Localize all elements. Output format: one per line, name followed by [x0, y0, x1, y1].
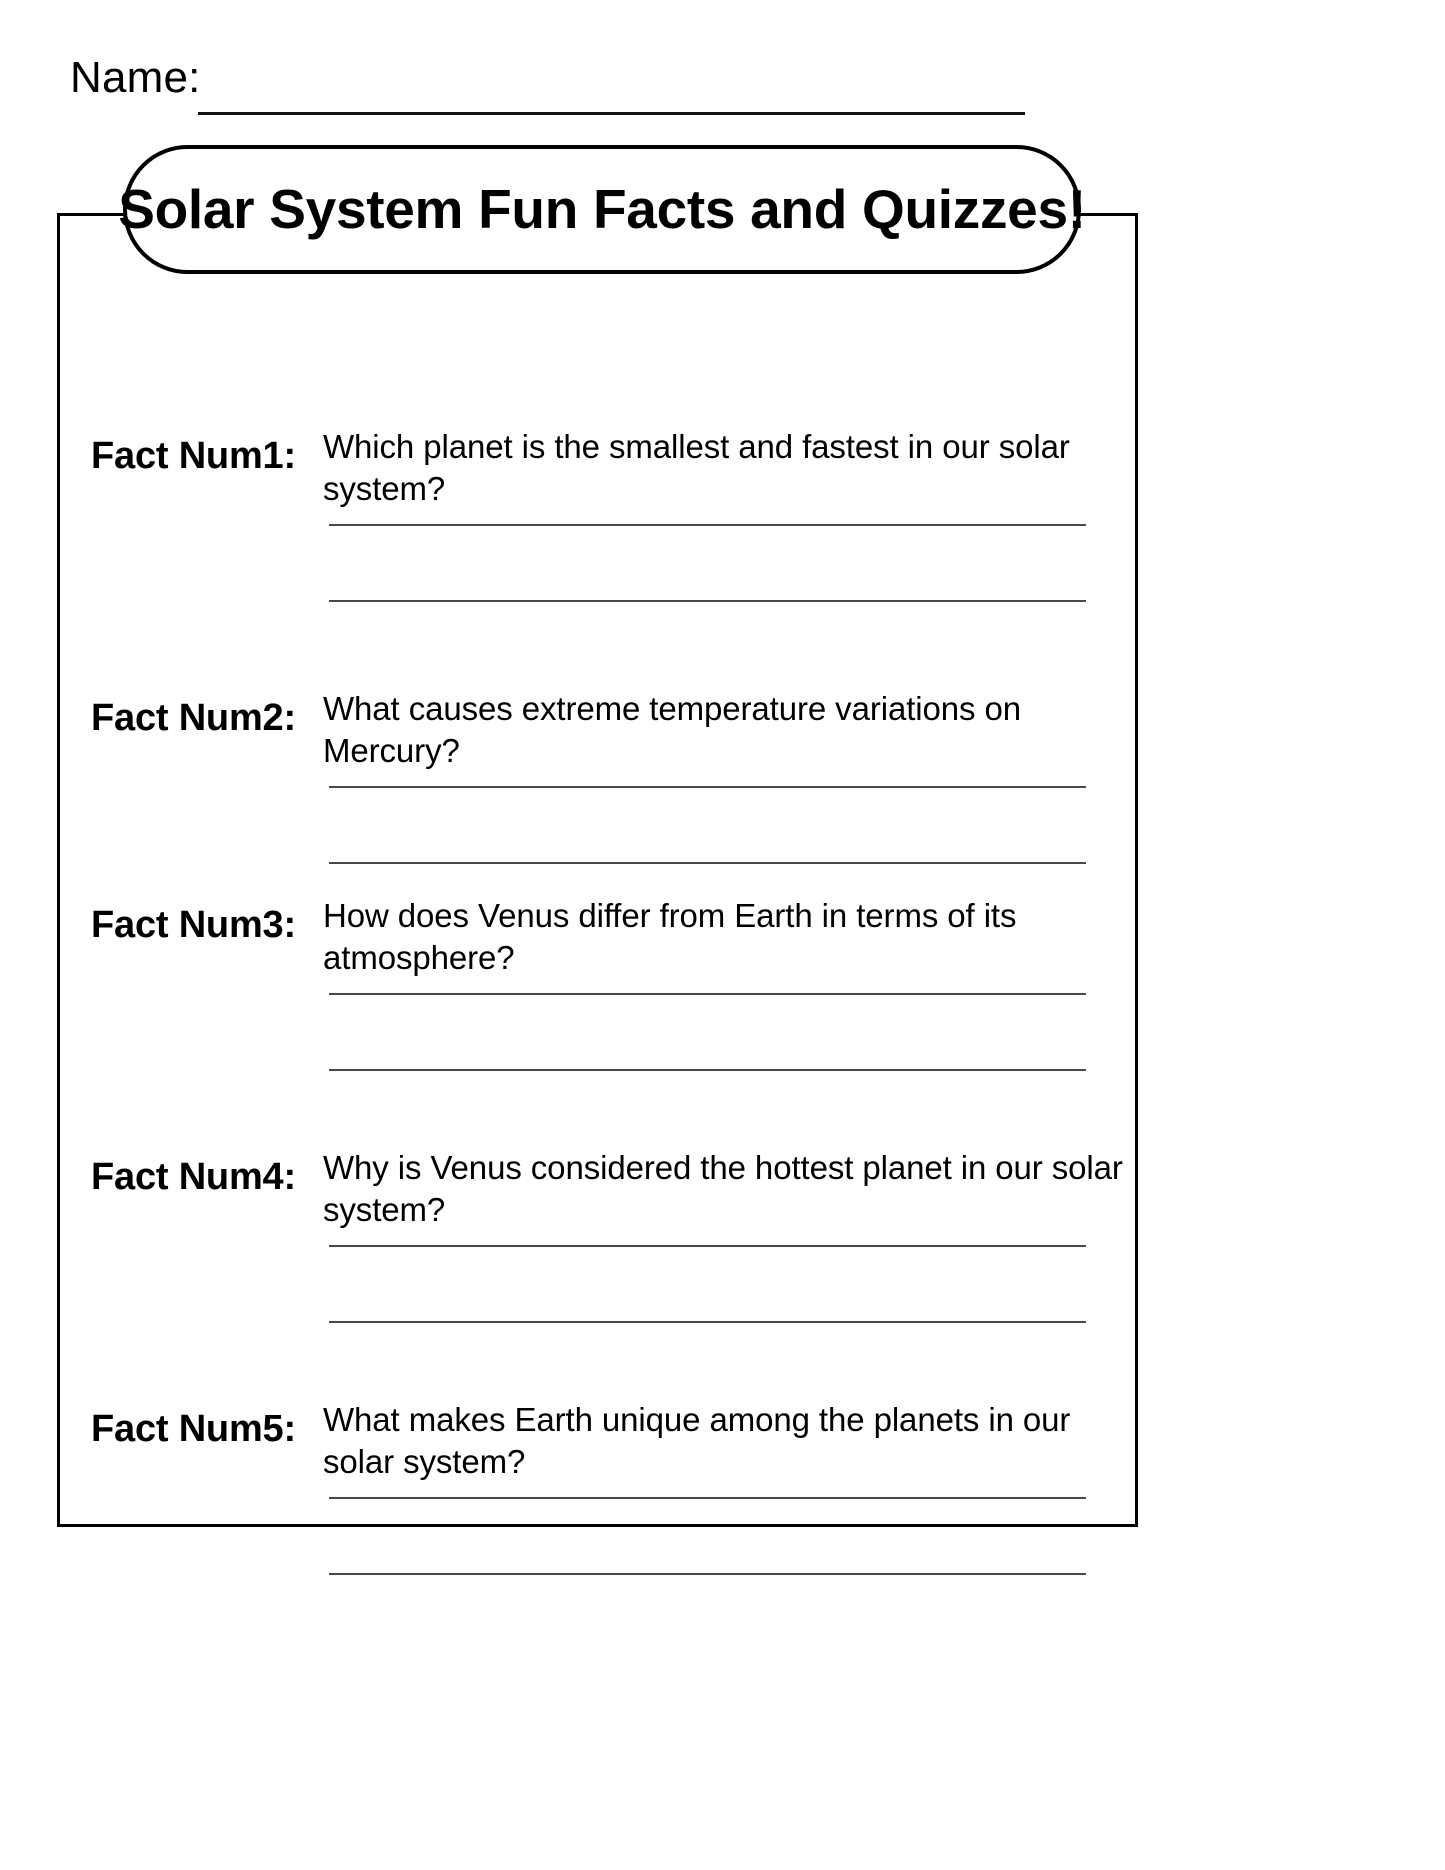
fact-label: Fact Num1: — [91, 435, 296, 477]
fact-question: Why is Venus considered the hottest planet in our solar system? — [323, 1149, 1123, 1228]
fact-question: How does Venus differ from Earth in terms of its atmosphere? — [323, 897, 1017, 976]
answer-line-1[interactable] — [329, 1245, 1086, 1247]
fact-row — [57, 306, 1138, 543]
fact-question: Which planet is the smallest and fastest in our solar system? — [323, 428, 1070, 507]
answer-line-2[interactable] — [329, 1573, 1086, 1575]
name-write-in-line[interactable] — [198, 112, 1025, 115]
answer-line-1[interactable] — [329, 1497, 1086, 1499]
fact-row — [57, 1027, 1138, 1264]
name-field-row — [70, 50, 1380, 130]
fact-label: Fact Num3: — [91, 904, 296, 946]
fact-row — [57, 568, 1138, 805]
fact-label: Fact Num5: — [91, 1408, 296, 1450]
fact-question: What makes Earth unique among the planets in our solar system? — [323, 1401, 1071, 1480]
fact-row — [57, 775, 1138, 1012]
fact-question: What causes extreme temperature variations on Mercury? — [323, 690, 1021, 769]
fact-label: Fact Num2: — [91, 697, 296, 739]
page-title: Solar System Fun Facts and Quizzes! — [118, 178, 1086, 240]
fact-row — [57, 1279, 1138, 1516]
fact-label: Fact Num4: — [91, 1156, 296, 1198]
title-banner — [118, 145, 1086, 274]
name-label: Name: — [70, 53, 201, 102]
facts-list — [57, 213, 1138, 1527]
answer-line-1[interactable] — [329, 993, 1086, 995]
answer-line-1[interactable] — [329, 524, 1086, 526]
